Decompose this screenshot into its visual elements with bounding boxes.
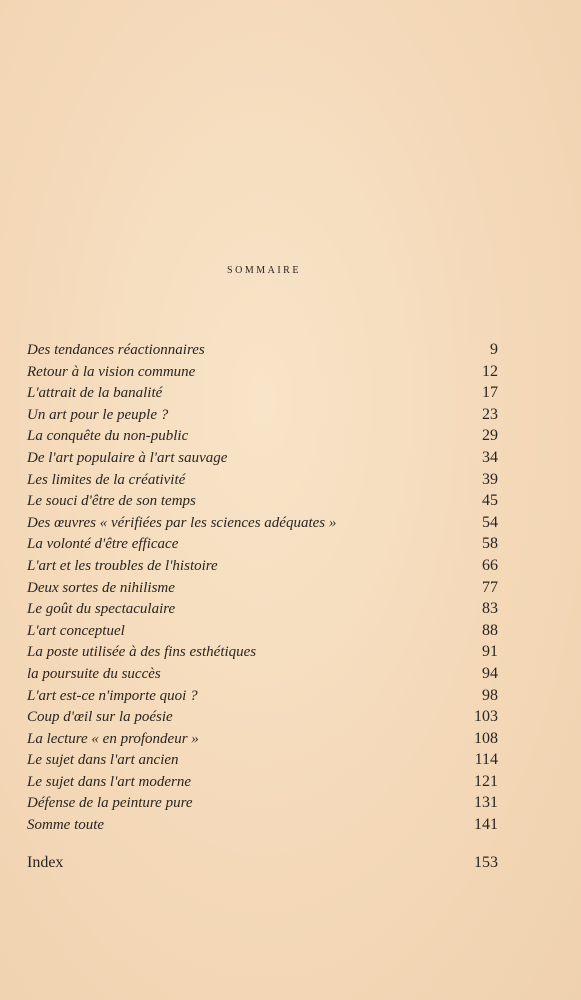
toc-entry	[27, 792, 498, 814]
toc-entry-page-number: 108	[474, 729, 498, 747]
toc-entry-title: Coup d'œil sur la poésie	[27, 709, 173, 726]
toc-entry	[27, 620, 498, 642]
toc-entry-title: Des œuvres « vérifiées par les sciences adéquates »	[27, 514, 337, 531]
toc-entry-title: Le sujet dans l'art ancien	[27, 752, 179, 769]
toc-entry-title: L'attrait de la banalité	[27, 385, 163, 402]
index-page-number: 153	[474, 854, 498, 871]
toc-entry-page-number: 54	[482, 513, 498, 531]
toc-entry	[27, 469, 498, 491]
toc-entry	[27, 404, 498, 426]
toc-entry-page-number: 77	[482, 578, 498, 596]
toc-entry-page-number: 131	[474, 794, 498, 812]
toc-entry-title: Défense de la peinture pure	[27, 795, 193, 812]
toc-entry	[27, 555, 498, 577]
index-label: Index	[27, 854, 64, 871]
toc-entry-title: Le goût du spectaculaire	[27, 601, 176, 618]
toc-entry	[27, 361, 498, 383]
toc-entry-page-number: 39	[482, 470, 498, 488]
toc-entry-page-number: 98	[482, 686, 498, 704]
toc-entry	[27, 490, 498, 512]
toc-entry-page-number: 91	[482, 643, 498, 661]
toc-entry	[27, 814, 498, 836]
toc-entry-page-number: 34	[482, 448, 498, 466]
toc-entry-title: Les limites de la créativité	[27, 471, 186, 488]
toc-entry	[27, 425, 498, 447]
toc-entry	[27, 382, 498, 404]
toc-entry-page-number: 88	[482, 621, 498, 639]
toc-entry	[27, 728, 498, 750]
toc-entry-title: L'art est-ce n'importe quoi ?	[27, 687, 198, 704]
toc-entry-page-number: 121	[474, 772, 498, 790]
toc-entry	[27, 663, 498, 685]
page-title: sommaire	[227, 262, 301, 277]
toc-entry-page-number: 141	[474, 816, 498, 834]
toc-entry-title: L'art conceptuel	[27, 622, 125, 639]
toc-entry-title: L'art et les troubles de l'histoire	[27, 557, 218, 574]
table-of-contents	[27, 339, 498, 836]
toc-entry-title: La volonté d'être efficace	[27, 536, 179, 553]
toc-entry-title: Le souci d'être de son temps	[27, 493, 196, 510]
toc-entry-page-number: 9	[490, 341, 498, 358]
toc-entry-page-number: 12	[482, 362, 498, 380]
toc-entry-page-number: 66	[482, 556, 498, 574]
toc-entry-title: Deux sortes de nihilisme	[27, 579, 175, 596]
toc-entry-title: La poste utilisée à des fins esthétiques	[27, 644, 257, 661]
toc-entry-title: la poursuite du succès	[27, 665, 161, 682]
toc-entry	[27, 447, 498, 469]
toc-entry	[27, 339, 498, 361]
toc-entry	[27, 598, 498, 620]
toc-entry-title: De l'art populaire à l'art sauvage	[27, 449, 228, 466]
toc-entry-page-number: 114	[474, 751, 498, 769]
toc-entry	[27, 512, 498, 534]
toc-entry-title: Des tendances réactionnaires	[27, 342, 205, 358]
toc-entry	[27, 749, 498, 771]
toc-entry-page-number: 94	[482, 664, 498, 682]
toc-entry-page-number: 83	[482, 600, 498, 618]
toc-entry-page-number: 29	[482, 427, 498, 445]
toc-entry	[27, 533, 498, 555]
toc-entry-title: Somme toute	[27, 817, 105, 834]
toc-entry	[27, 685, 498, 707]
index-entry	[27, 852, 498, 874]
toc-entry-page-number: 17	[482, 384, 498, 402]
toc-entry-page-number: 103	[474, 708, 498, 726]
toc-entry-page-number: 45	[482, 492, 498, 510]
toc-entry-title: La lecture « en profondeur »	[27, 730, 199, 747]
toc-entry	[27, 771, 498, 793]
toc-entry-title: Retour à la vision commune	[27, 363, 196, 380]
toc-entry-page-number: 58	[482, 535, 498, 553]
toc-entry	[27, 641, 498, 663]
toc-entry	[27, 577, 498, 599]
toc-entry-title: Un art pour le peuple ?	[27, 406, 169, 423]
toc-entry-title: La conquête du non-public	[27, 428, 189, 445]
toc-entry-page-number: 23	[482, 405, 498, 423]
toc-entry-title: Le sujet dans l'art moderne	[27, 773, 192, 790]
toc-entry	[27, 706, 498, 728]
